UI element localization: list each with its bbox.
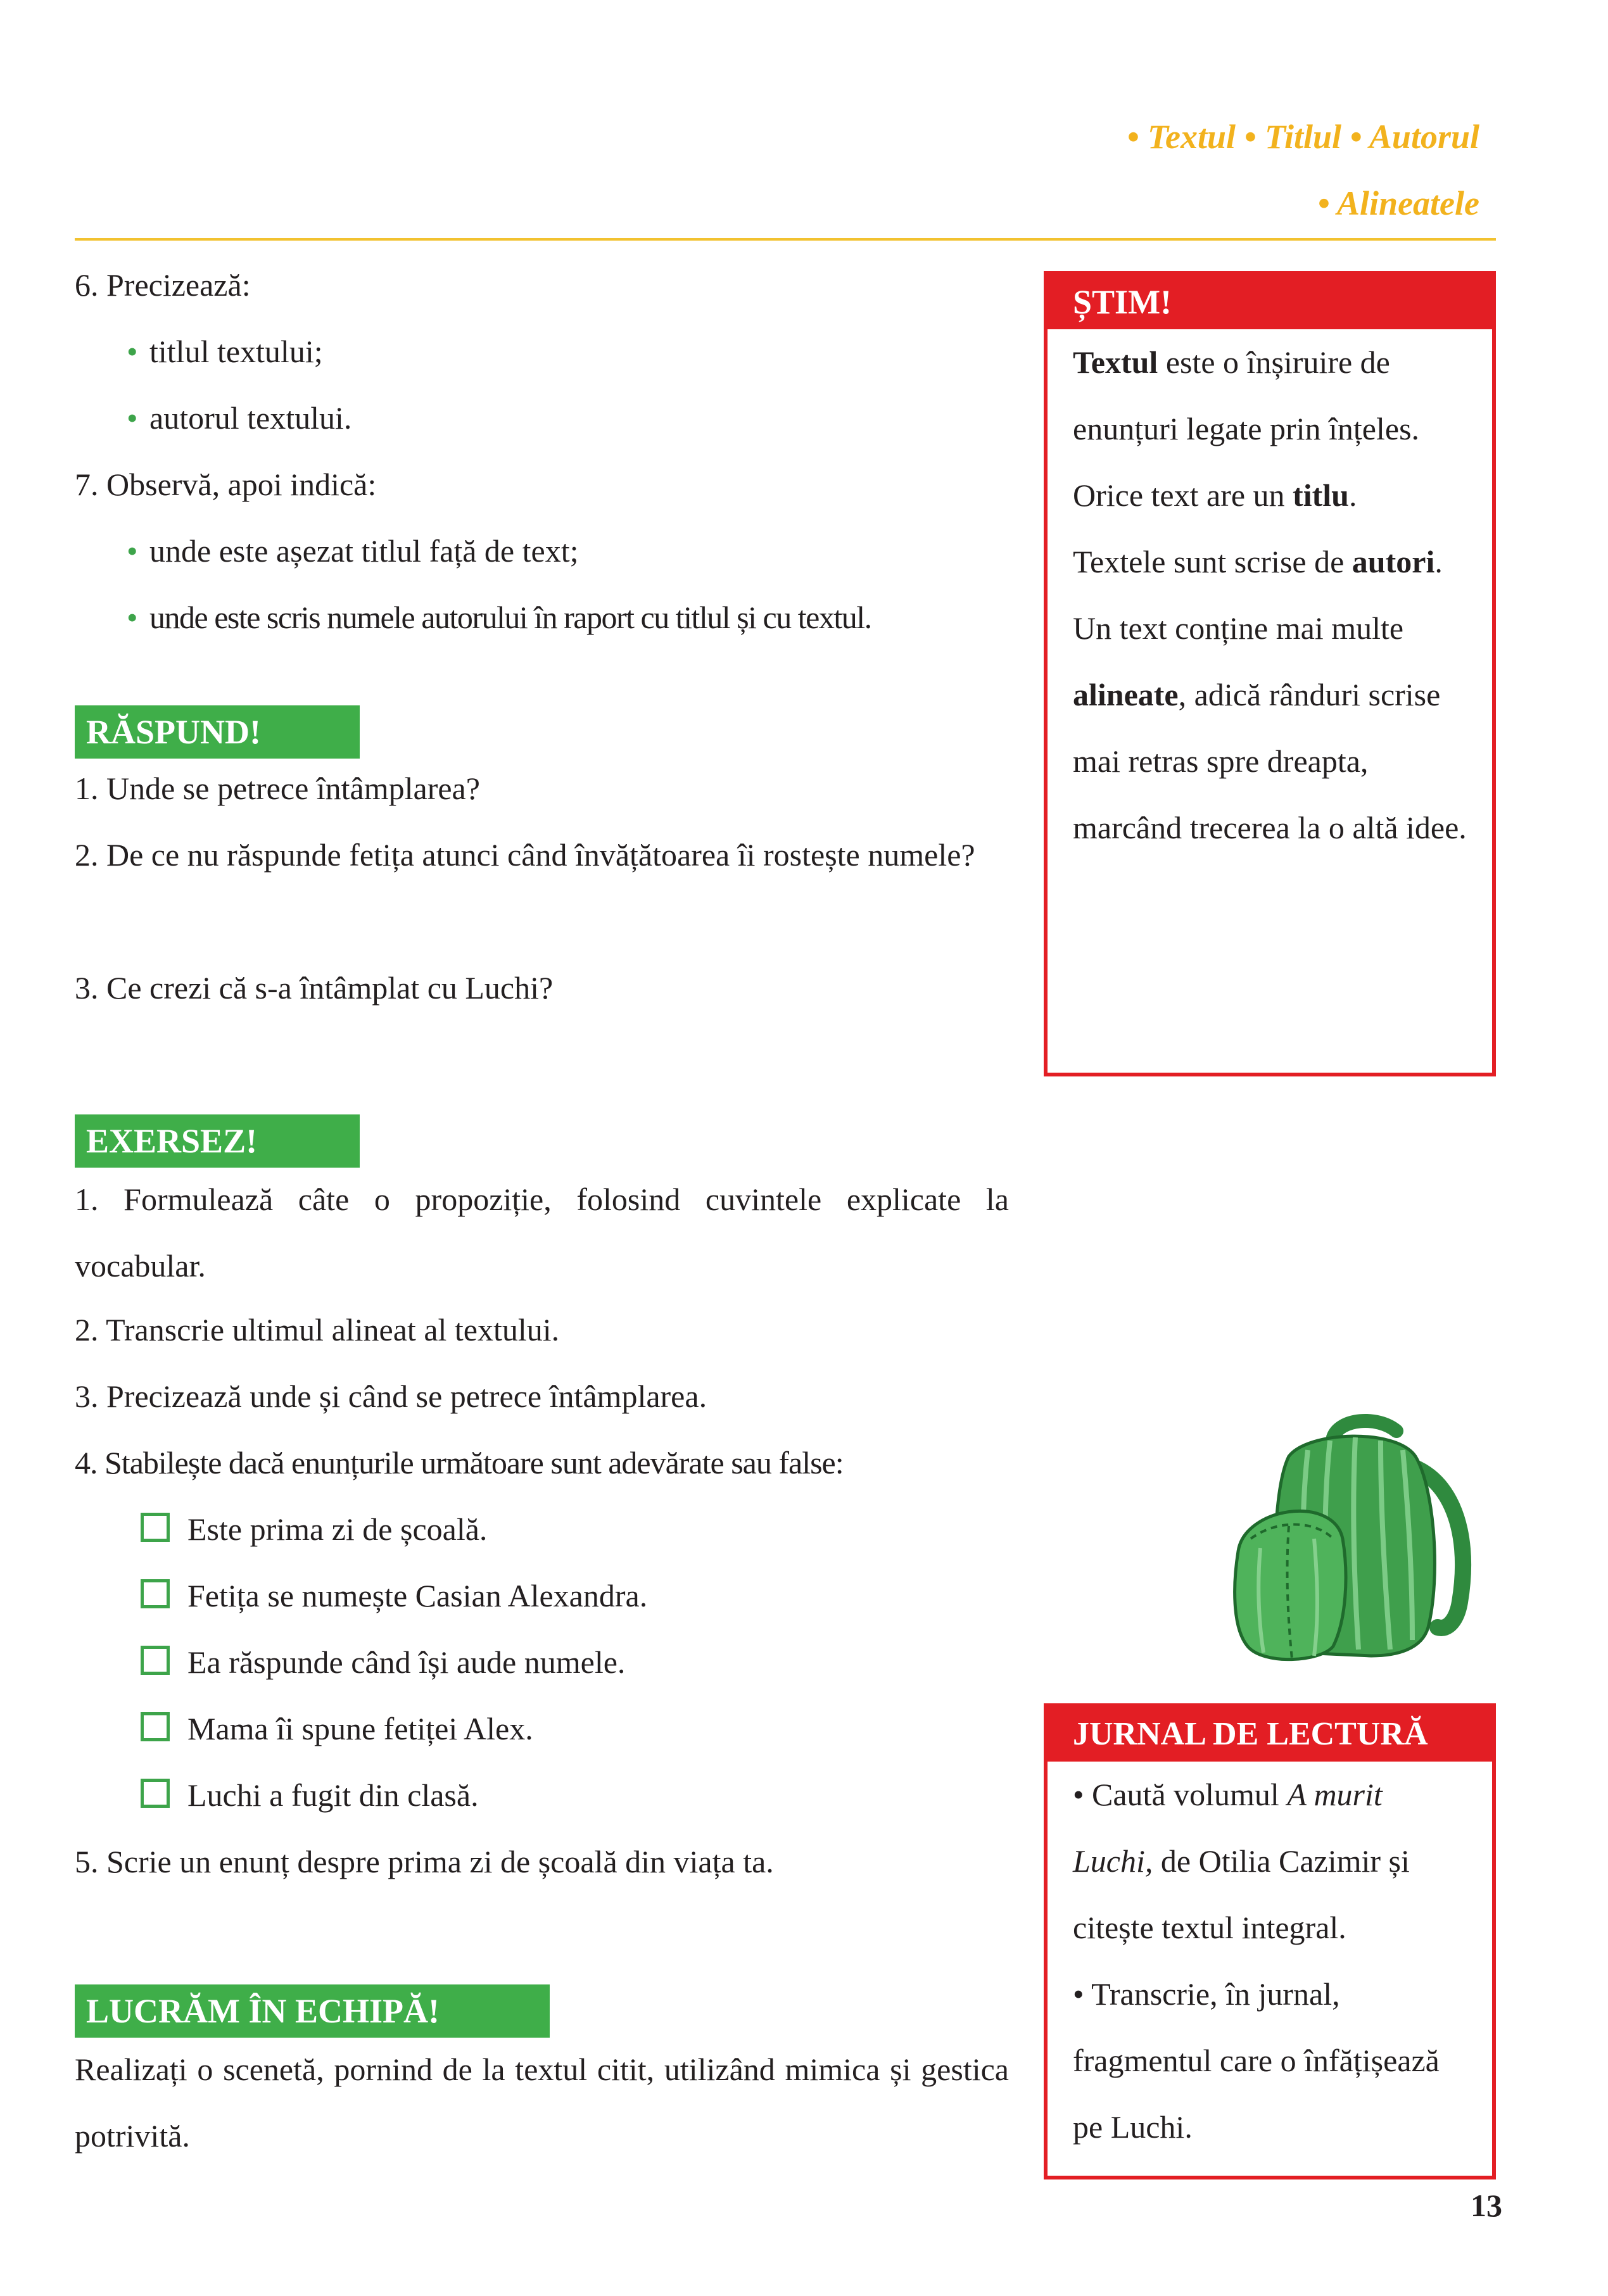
section-heading-lucram: LUCRĂM ÎN ECHIPĂ! [75,1984,550,2038]
jurnal-item: • Caută volumul A murit Luchi, de Otilia Cazimir și citește textul integral. [1073,1777,1410,1945]
jurnal-box [1044,1703,1496,2179]
header-topic-line-2: • Alineatele [1317,184,1479,222]
exersez-question-4: 4. Stabilește dacă enunțurile următoare sunt adevărate sau false: [75,1445,844,1480]
section-heading-exersez: EXERSEZ! [75,1114,360,1168]
raspund-question-2: 2. De ce nu răspunde fetița atunci când învățătoarea îi rostește numele? [75,837,975,873]
exersez-question-1: 1. Formulează câte o propoziție, folosind cuvintele explicate la vocabular. [75,1182,1009,1284]
statement-5: Luchi a fugit din clasă. [187,1777,479,1813]
stim-box-body [1048,329,1492,861]
lucram-text: Realizați o scenetă, pornind de la textul citit, utilizând mimica și gestica potrivită. [75,2052,1009,2154]
header-topic-line-1: • Textul • Titlul • Autorul [1127,118,1479,156]
true-false-checkbox[interactable] [141,1646,170,1675]
raspund-question-1: 1. Unde se petrece întâmplarea? [75,771,480,806]
header-divider [75,238,1496,241]
page-number: 13 [1471,2188,1502,2223]
statement-1: Este prima zi de școală. [187,1511,488,1547]
stim-box [1044,271,1496,1076]
stim-paragraph: Un text conține mai multe alineate, adică rânduri scrise mai retras spre dreapta, marcând trecerea la o altă idee. [1073,610,1467,845]
list-item: • unde este așezat titlul față de text; [127,533,579,569]
list-item: • unde este scris numele autorului în raport cu titlul și cu textul. [127,600,871,635]
true-false-checkbox[interactable] [141,1712,170,1741]
true-false-checkbox[interactable] [141,1579,170,1608]
stim-paragraph: Textul este o înșiruire de enunțuri legate prin înțeles. [1073,344,1420,446]
raspund-question-3: 3. Ce crezi că s-a întâmplat cu Luchi? [75,970,554,1006]
jurnal-item: • Transcrie, în jurnal, fragmentul care o înfățișează pe Luchi. [1073,1976,1440,2145]
true-false-checkbox[interactable] [141,1779,170,1808]
exersez-question-3: 3. Precizează unde și când se petrece întâmplarea. [75,1378,707,1414]
jurnal-box-body [1048,1762,1492,2160]
question-6: 6. Precizează: [75,267,251,303]
exersez-question-2: 2. Transcrie ultimul alineat al textului. [75,1312,560,1347]
exersez-question-5: 5. Scrie un enunț despre prima zi de școală din viața ta. [75,1844,774,1879]
statement-4: Mama îi spune fetiței Alex. [187,1711,533,1746]
question-7: 7. Observă, apoi indică: [75,467,377,502]
stim-paragraph: Textele sunt scrise de autori. [1073,544,1443,579]
list-item: • titlul textului; [127,334,323,369]
statement-2: Fetița se numește Casian Alexandra. [187,1578,648,1613]
statement-3: Ea răspunde când își aude numele. [187,1644,626,1680]
section-heading-raspund: RĂSPUND! [75,705,360,759]
backpack-icon [1206,1412,1510,1678]
jurnal-box-title: JURNAL DE LECTURĂ [1048,1707,1492,1762]
true-false-checkbox[interactable] [141,1513,170,1542]
list-item: • autorul textului. [127,400,352,436]
stim-box-title: ȘTIM! [1048,275,1492,329]
stim-paragraph: Orice text are un titlu. [1073,477,1357,513]
